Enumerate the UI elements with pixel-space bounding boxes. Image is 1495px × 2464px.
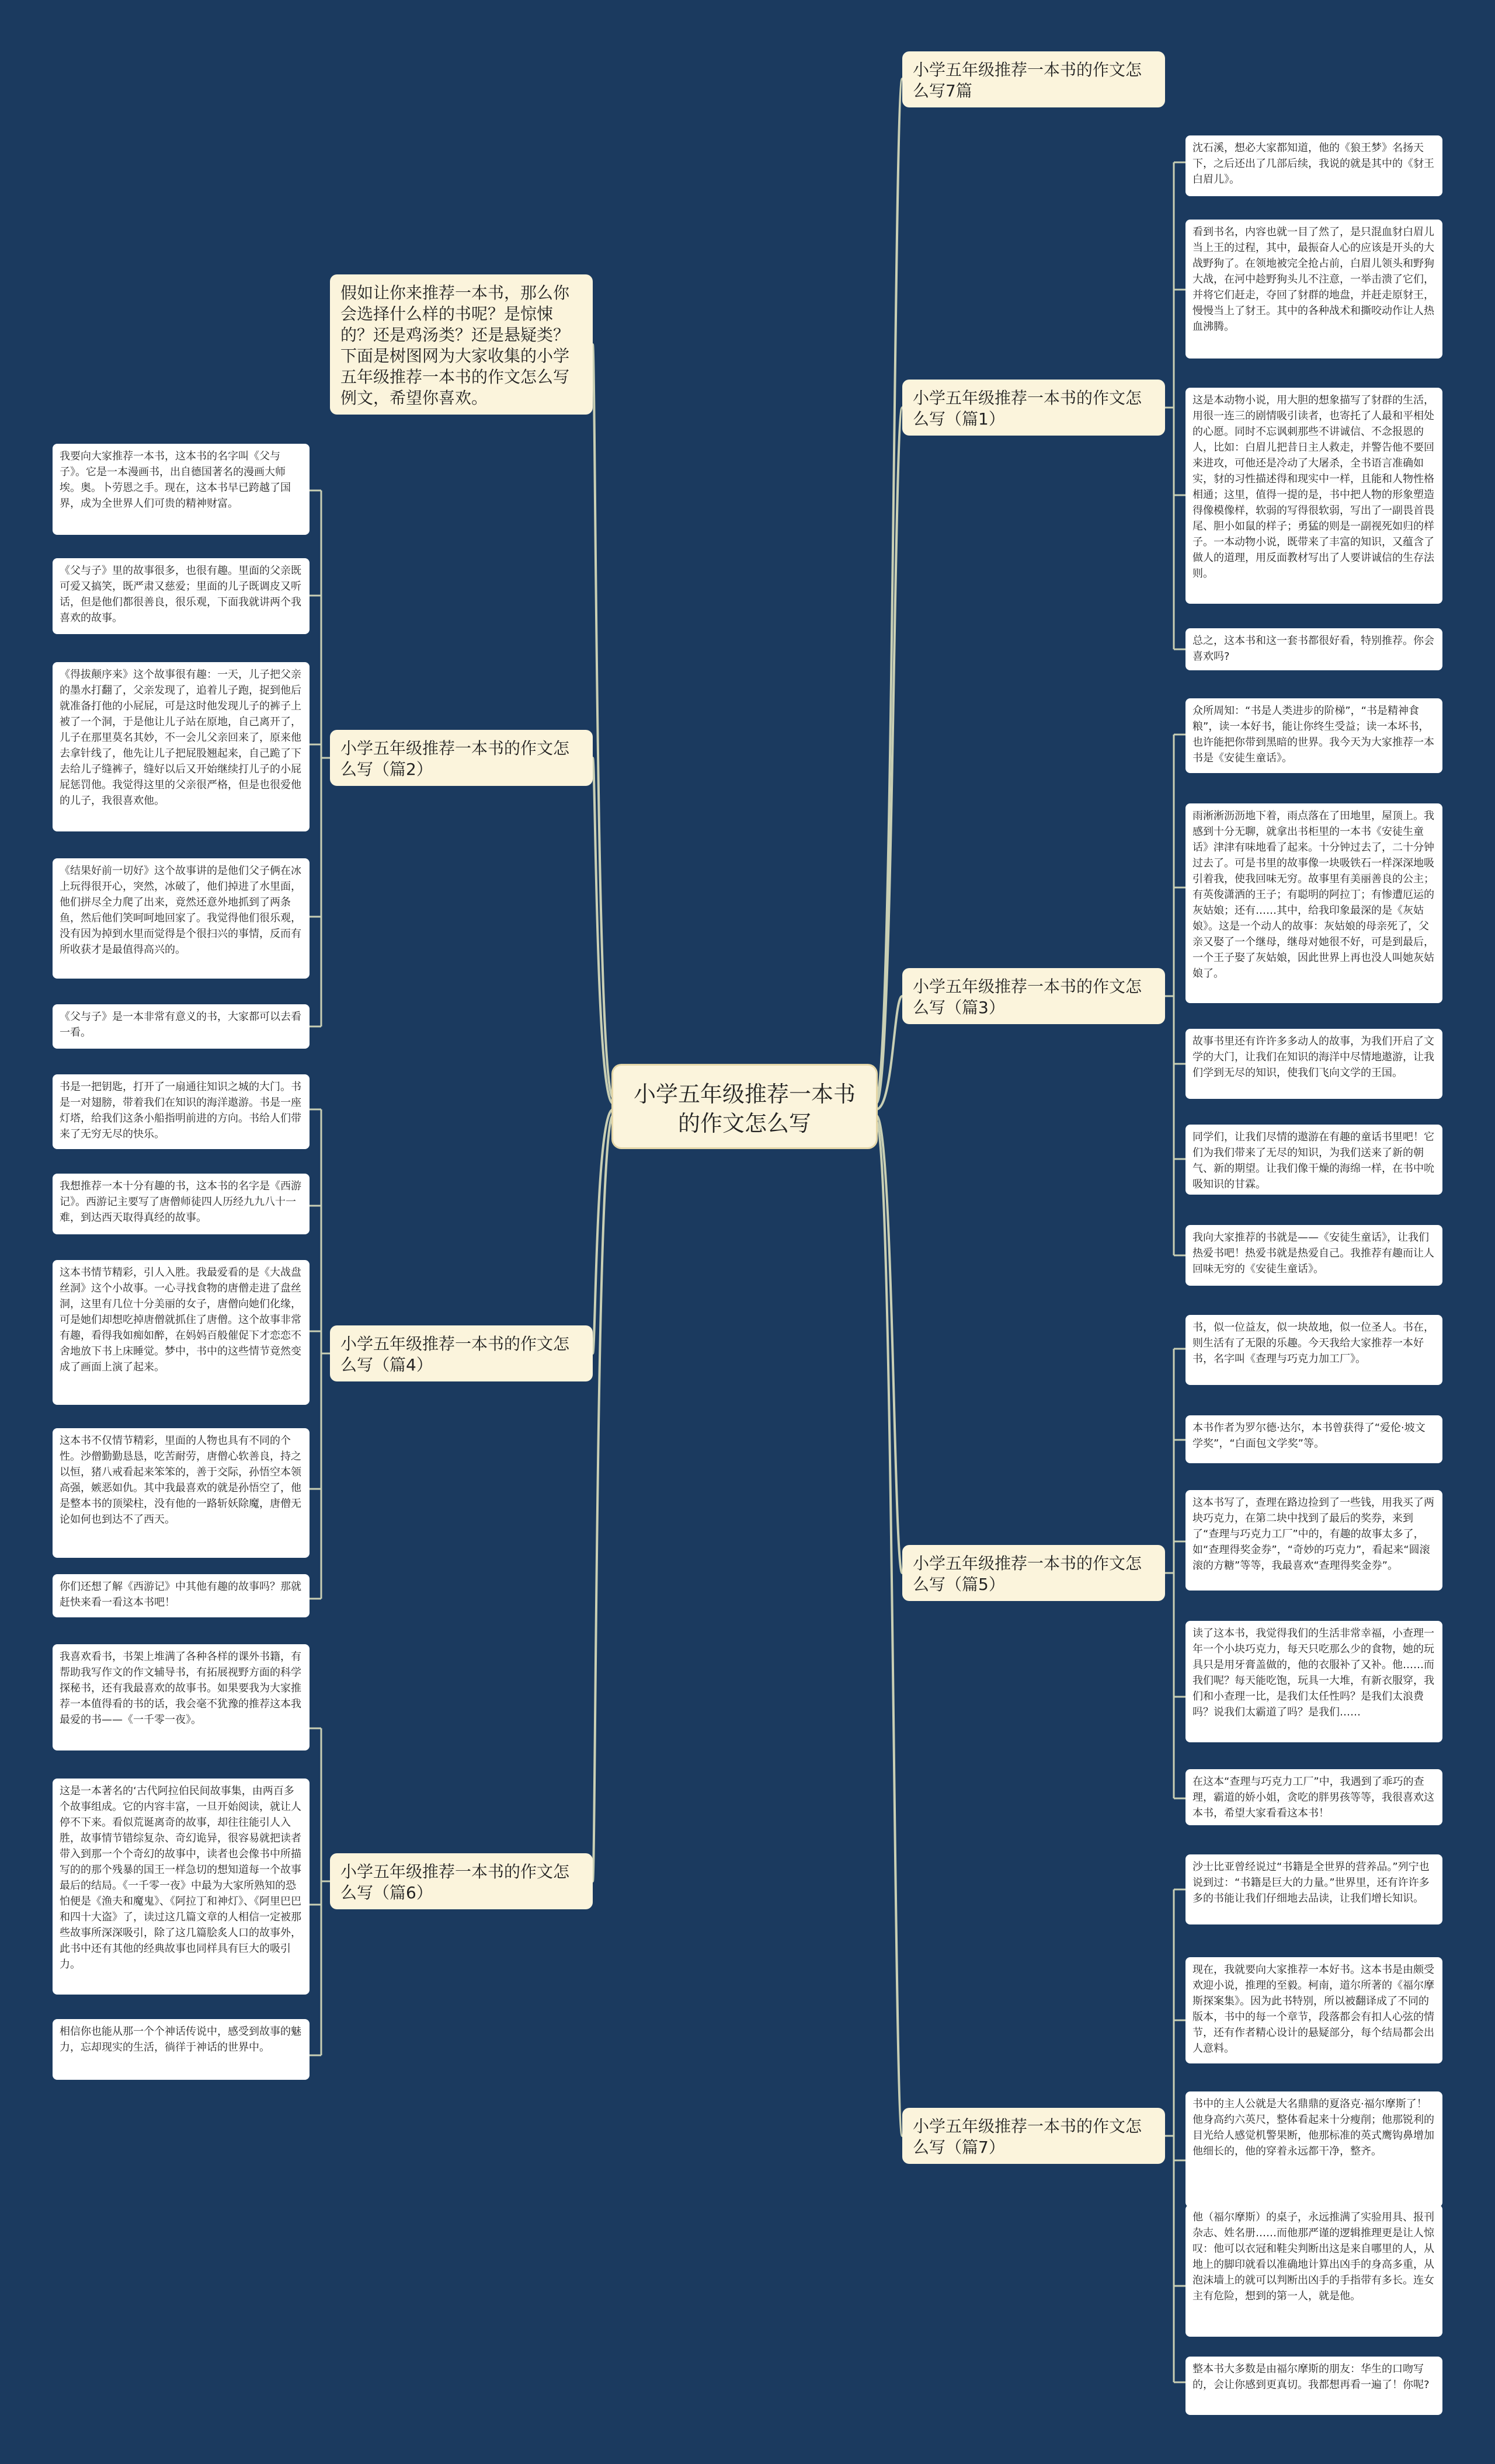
branch-essay-7[interactable]: 小学五年级推荐一本书的作文怎么写（篇7） xyxy=(902,2108,1165,2164)
branch-essay-3[interactable]: 小学五年级推荐一本书的作文怎么写（篇3） xyxy=(902,968,1165,1024)
branch-essay-4[interactable]: 小学五年级推荐一本书的作文怎么写（篇4） xyxy=(330,1325,593,1381)
essay-3-paragraph: 故事书里还有许许多多动人的故事，为我们开启了文学的大门，让我们在知识的海洋中尽情地遨游，让我们学到无尽的知识，使我们飞向文学的王国。 xyxy=(1185,1029,1442,1099)
branch-essay-2[interactable]: 小学五年级推荐一本书的作文怎么写（篇2） xyxy=(330,730,593,786)
intro-note: 假如让你来推荐一本书，那么你会选择什么样的书呢？是惊悚的？还是鸡汤类？还是悬疑类？下面是树图网为大家收集的小学五年级推荐一本书的作文怎么写例文，希望你喜欢。 xyxy=(330,274,593,415)
essay-2-paragraph: 《得拔颠序来》这个故事很有趣：一天，儿子把父亲的墨水打翻了，父亲发现了，追着儿子跑，捉到他后就准备打他的小屁屁，可是这时他发现儿子的裤子上被了一个洞，于是他让儿子站在原地，自己离开了，儿子在那里莫名其妙，不一会儿父亲回来了，原来他去拿针线了，他先让儿子把屁股翘起来，自己跪了下去给儿子缝裤子，缝好以后又开始继续打儿子的小屁屁惩罚他。我觉得这里的父亲很严格，但是也很爱他的儿子，我很喜欢他。 xyxy=(53,662,310,831)
essay-7-paragraph: 整本书大多数是由福尔摩斯的朋友：华生的口吻写的，会让你感到更真切。我都想再看一遍了！你呢? xyxy=(1185,2357,1442,2415)
essay-5-paragraph: 本书作者为罗尔德·达尔，本书曾获得了“爱伦·坡文学奖”，“白面包文学奖”等。 xyxy=(1185,1415,1442,1463)
essay-1-paragraph: 沈石溪，想必大家都知道，他的《狼王梦》名扬天下，之后还出了几部后续，我说的就是其中的《豺王白眉儿》。 xyxy=(1185,135,1442,196)
essay-4-paragraph: 书是一把钥匙，打开了一扇通往知识之城的大门。书是一对翅膀，带着我们在知识的海洋遨游。书是一座灯塔，给我们这条小船指明前进的方向。书给人们带来了无穷无尽的快乐。 xyxy=(53,1074,310,1149)
essay-4-paragraph: 这本书情节精彩，引人入胜。我最爱看的是《大战盘丝洞》这个小故事。一心寻找食物的唐僧走进了盘丝洞，这里有几位十分美丽的女子，唐僧向她们化缘，可是她们却想吃掉唐僧就抓住了唐僧。这个故事非常有趣，看得我如痴如醉，在妈妈百般催促下才恋恋不舍地放下书上床睡觉。梦中，书中的这些情节竟然变成了画面上演了起来。 xyxy=(53,1260,310,1405)
essay-5-paragraph: 读了这本书，我觉得我们的生活非常幸福，小查理一年一个小块巧克力，每天只吃那么少的食物，她的玩具只是用牙膏盖做的，他的衣服补了又补。他……而我们呢？每天能吃饱，玩具一大堆，有新衣服穿，我们和小查理一比，是我们太任性吗？是我们太浪费吗？说我们太霸道了吗？是我们…… xyxy=(1185,1621,1442,1742)
essay-6-paragraph: 这是一本著名的‘古代阿拉伯民间故事集，由两百多个故事组成。它的内容丰富，一旦开始阅读，就让人停不下来。看似荒诞离奇的故事，却往往能引人入胜，故事情节错综复杂、奇幻诡异，很容易就把读者带入到那一个个奇幻的故事中，读者也会像书中所描写的的那个残暴的国王一样急切的想知道每一个故事最后的结局。《一千零一夜》中最为大家所熟知的恐怕便是《渔夫和魔鬼》、《阿拉丁和神灯》、《阿里巴巴和四十大盗》了，读过这几篇文章的人相信一定被那些故事所深深吸引，除了这几篇脍炙人口的故事外，此书中还有其他的经典故事也同样具有巨大的吸引力。 xyxy=(53,1779,310,1995)
essay-7-paragraph: 书中的主人公就是大名鼎鼎的夏洛克·福尔摩斯了！他身高约六英尺，整体看起来十分瘦削；他那锐利的目光给人感觉机警果断，他那标准的英式鹰钩鼻增加他细长的，他的穿着永远都干净，整齐。 xyxy=(1185,2091,1442,2207)
essay-1-paragraph: 总之，这本书和这一套书都很好看，特别推荐。你会喜欢吗? xyxy=(1185,628,1442,670)
essay-4-paragraph: 这本书不仅情节精彩，里面的人物也具有不同的个性。沙僧勤勤恳恳，吃苦耐劳，唐僧心软善良，持之以恒，猪八戒看起来笨笨的，善于交际，孙悟空本领高强，嫉恶如仇。其中我最喜欢的就是孙悟空了，他是整本书的顶梁柱，没有他的一路斩妖除魔，唐僧无论如何也到达不了西天。 xyxy=(53,1428,310,1558)
essay-3-paragraph: 众所周知：“书是人类进步的阶梯”，“书是精神食粮”，读一本好书，能让你终生受益；读一本坏书，也许能把你带到黑暗的世界。我今天为大家推荐一本书是《安徒生童话》。 xyxy=(1185,698,1442,773)
essay-2-paragraph: 《父与子》里的故事很多，也很有趣。里面的父亲既可爱又搞笑，既严肃又慈爱；里面的儿子既调皮又听话，但是他们都很善良，很乐观，下面我就讲两个我喜欢的故事。 xyxy=(53,558,310,634)
essay-2-paragraph: 《结果好前一切好》这个故事讲的是他们父子俩在冰上玩得很开心，突然，冰破了，他们掉进了水里面，他们拼尽全力爬了出来，竟然还意外地抓到了两条鱼，然后他们笑呵呵地回家了。我觉得他们很乐观，没有因为掉到水里而觉得是个很扫兴的事情，反而有所收获才是最值得高兴的。 xyxy=(53,858,310,979)
essay-6-paragraph: 相信你也能从那一个个神话传说中，感受到故事的魅力，忘却现实的生活，徜徉于神话的世界中。 xyxy=(53,2019,310,2080)
branch-essay-1[interactable]: 小学五年级推荐一本书的作文怎么写（篇1） xyxy=(902,380,1165,436)
essay-7-paragraph: 沙士比亚曾经说过“书籍是全世界的营养品。”列宁也说到过：“书籍是巨大的力量。”世界里，还有许许多多的书能让我们仔细地去品读，让我们增长知识。 xyxy=(1185,1854,1442,1924)
essay-5-paragraph: 在这本“查理与巧克力工厂”中，我遇到了乖巧的查理，霸道的娇小姐，贪吃的胖男孩等等，我很喜欢这本书，希望大家看看这本书！ xyxy=(1185,1769,1442,1825)
essay-7-paragraph: 现在，我就要向大家推荐一本好书。这本书是由颇受欢迎小说，推理的至毅。柯南，道尔所著的《福尔摩斯探案集》。因为此书特别，所以被翻译成了不同的版本，书中的每一个章节，段落都会有扣人心弦的情节，还有作者精心设计的悬疑部分，每个结局都会出人意料。 xyxy=(1185,1957,1442,2063)
essay-3-paragraph: 同学们，让我们尽情的遨游在有趣的童话书里吧！它们为我们带来了无尽的知识，为我们送来了新的朝气、新的期望。让我们像干燥的海绵一样，在书中吮吸知识的甘霖。 xyxy=(1185,1125,1442,1195)
essay-2-paragraph: 我要向大家推荐一本书，这本书的名字叫《父与子》。它是一本漫画书，出自德国著名的漫画大师埃。奥。卜劳恩之手。现在，这本书早已跨越了国界，成为全世界人们可贵的精神财富。 xyxy=(53,444,310,535)
essay-1-paragraph: 这是本动物小说，用大胆的想象描写了豺群的生活，用很一连三的剧情吸引读者，也寄托了人最和平相处的心愿。同时不忘讽刺那些不讲诚信、不念报恩的人，比如：白眉儿把昔日主人救走，并警告他不要回来进攻，可他还是冷动了大屠杀，全书语言准确如实，豺的习性描述得和现实中一样，且能和人物性格相通；这里，值得一提的是，书中把人物的形象塑造得像模像样，软弱的写得很软弱，写出了一副畏首畏尾、胆小如鼠的样子；勇猛的则是一副视死如归的样子。一本动物小说，既带来了丰富的知识，又蕴含了做人的道理，用反面教材写出了人要讲诚信的生存法则。 xyxy=(1185,388,1442,604)
branch-essay-6[interactable]: 小学五年级推荐一本书的作文怎么写（篇6） xyxy=(330,1853,593,1909)
essay-3-paragraph: 我向大家推荐的书就是——《安徒生童话》，让我们热爱书吧！热爱书就是热爱自己。我推荐有趣而让人回味无穷的《安徒生童话》。 xyxy=(1185,1225,1442,1286)
root-topic[interactable]: 小学五年级推荐一本书的作文怎么写 xyxy=(613,1066,876,1147)
essay-7-paragraph: 他（福尔摩斯）的桌子，永远推满了实验用具、报刊杂志、姓名册……而他那严谨的逻辑推理更是让人惊叹：他可以衣冠和鞋尖判断出这是来自哪里的人，从地上的脚印就看以准确地计算出凶手的身高多重，从泡沫墙上的就可以判断出凶手的手指带有多长。连女主有危险，想到的第一人，就是他。 xyxy=(1185,2205,1442,2337)
essay-2-paragraph: 《父与子》是一本非常有意义的书，大家都可以去看一看。 xyxy=(53,1004,310,1049)
branch-7-essays[interactable]: 小学五年级推荐一本书的作文怎么写7篇 xyxy=(902,51,1165,107)
essay-5-paragraph: 书，似一位益友，似一块故地，似一位圣人。书在，则生活有了无限的乐趣。今天我给大家推荐一本好书，名字叫《查理与巧克力加工厂》。 xyxy=(1185,1315,1442,1385)
essay-6-paragraph: 我喜欢看书，书架上堆满了各种各样的课外书籍，有帮助我写作文的作文辅导书，有拓展视野方面的科学探秘书，还有我最喜欢的故事书。如果要我为大家推荐一本值得看的书的话，我会毫不犹豫的推荐这本我最爱的书——《一千零一夜》。 xyxy=(53,1644,310,1750)
branch-essay-5[interactable]: 小学五年级推荐一本书的作文怎么写（篇5） xyxy=(902,1545,1165,1601)
essay-5-paragraph: 这本书写了，查理在路边捡到了一些钱，用我买了两块巧克力，在第二块中找到了最后的奖券，来到了“查理与巧克力工厂”中的，有趣的故事太多了，如“查理得奖金券”，“奇妙的巧克力”，看起来“圆滚滚的方糖”等等，我最喜欢“查理得奖金券”。 xyxy=(1185,1490,1442,1591)
essay-1-paragraph: 看到书名，内容也就一目了然了，是只混血豺白眉儿当上王的过程，其中，最振奋人心的应该是开头的大战野狗了。在领地被完全抢占前，白眉儿领头和野狗大战，在河中趁野狗头儿不注意，一举击溃了它们，并将它们赶走，夺回了豺群的地盘，并赶走原豺王，慢慢当上了豺王。其中的各种战术和撕咬动作让人热血沸腾。 xyxy=(1185,220,1442,359)
essay-4-paragraph: 你们还想了解《西游记》中其他有趣的故事吗？那就赶快来看一看这本书吧！ xyxy=(53,1574,310,1617)
essay-3-paragraph: 雨淅淅沥沥地下着，雨点落在了田地里，屋顶上。我感到十分无聊，就拿出书柜里的一本书《安徒生童话》津津有味地看了起来。十分钟过去了，二十分钟过去了。可是书里的故事像一块吸铁石一样深深地吸引着我，使我回味无穷。故事里有美丽善良的公主；有英俊潇洒的王子；有聪明的阿拉丁；有惨遭厄运的灰姑娘；还有……其中，给我印象最深的是《灰姑娘》。这是一个动人的故事：灰姑娘的母亲死了，父亲又娶了一个继母，继母对她很不好，可是到最后，一个王子娶了灰姑娘，因此世界上再也没人叫她灰姑娘了。 xyxy=(1185,803,1442,1003)
essay-4-paragraph: 我想推荐一本十分有趣的书，这本书的名字是《西游记》。西游记主要写了唐僧师徒四人历经九九八十一难，到达西天取得真经的故事。 xyxy=(53,1174,310,1234)
